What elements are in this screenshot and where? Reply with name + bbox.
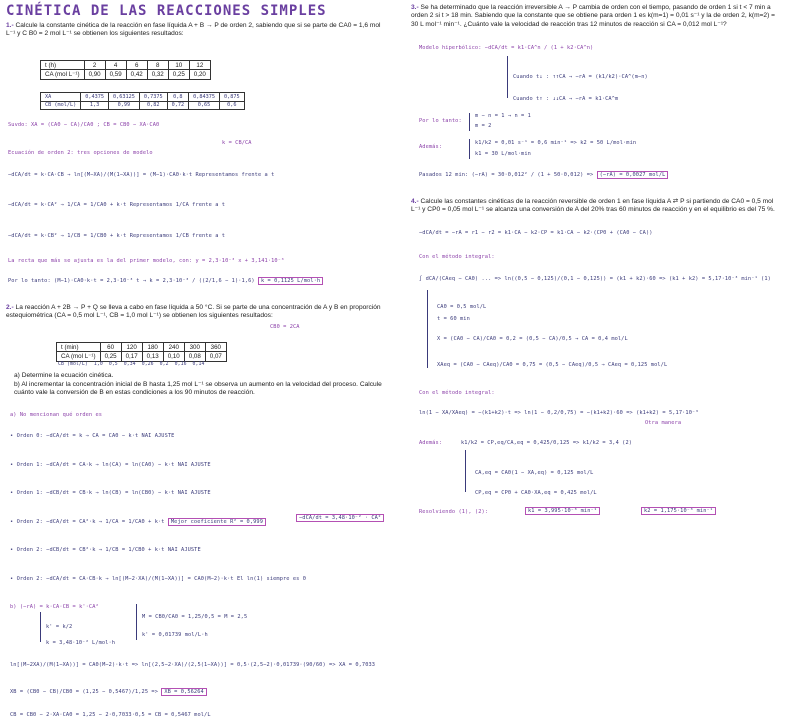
hw-xb [10,689,207,695]
table-cell: 2 [84,61,105,70]
hw-cb-row-value: 1,0 [93,362,103,367]
k1-result-box: k1 = 3,995·10⁻³ min⁻¹ [525,507,600,515]
problem-2-number: 2.- [6,304,14,311]
hw-2b-ln: ln[(M−2XA)/(M(1−XA))] = CA0(M−2)·k·t => ln[(2,5−2·XA)/(2,5(1−XA))] = 0,5·(2,5−2)·0,01739·(90/60) => XA = 0,7033 [10,662,376,668]
right-column [405,0,790,725]
hw-k-ratio: k1/k2 = 0,01 s⁻¹ = 0,6 min⁻¹ => k2 = 50 L/mol·min [475,140,637,146]
table-cell: 0,875 [219,93,244,102]
problem-4-number: 4.- [411,198,419,205]
table-header-time: t (min) [57,343,101,352]
problem-2-text: La reacción A + 2B → P + Q se lleva a cabo en fase líquida a 50 °C. Si se parte de una concentración de A y B en proporción estequiométrica (CA = 0,5 mol L⁻¹, CB = 1,0 mol L⁻¹) se obtienen los siguientes resultados: [6,304,381,320]
branch-line [465,450,466,492]
brace-line [469,139,470,159]
hw-p4-ratio: k1/k2 = CP,eq/CA,eq = 0,425/0,125 => k1/k2 = 3,4 (2) [461,440,633,446]
problem-1-text: Calcule la constante cinética de la reacción en fase líquida A + B → P de orden 2, sabiendo que si se parte de C [15,22,344,29]
table-cell: 10 [168,61,189,70]
hw-2b-k1: k' = k/2 [46,624,73,630]
hw-order-2c: • Orden 2: −dCA/dt = CA·CB·k → ln[(M−2·XA)/(M(1−XA))] = CA0(M−2)·k·t El ln(1) siempre es 0 [10,576,307,582]
problem-2-question-b: b) Al incrementar la concentración inicial de B hasta 1,25 mol L⁻¹ se observa un aumento en la velocidad del proceso. Calcule cuánto vale la conversión de B en estas condiciones a los 90 minutos de reacción. [14,381,382,397]
table-cell: 0,7375 [139,93,167,102]
hw-cb0-note: CB0 = 2CA [270,324,300,330]
branch-line [507,56,508,98]
hw-result-derivation [8,278,323,284]
hw-order-2a [10,519,266,525]
table-row [41,61,211,70]
hw-case-1: Cuando t↓ : ↑↑CA → −rA = (k1/k2)·CA^(m−n) [513,74,648,80]
problem-4-text: Calcule las constantes cinéticas de la reacción reversible de orden 1 en fase líquida A ⇄ P si partiendo de CA0 = 0,5 mol L⁻¹ y CP0 = 0,05 mol L⁻¹ se alcanza una conversión de A del 20% tras 60 minutos de reacción y en el equilibrio es del 75 %. [411,198,775,214]
problem-1-number: 1.- [6,22,14,29]
table-cell: 0,25 [100,352,121,361]
hw-cb-row-value: 0,14 [192,362,205,367]
table-cell: 180 [142,343,163,352]
table-header-cb: CB (mol/L) [41,101,81,110]
hw-p4-rate: −dCA/dt = −rA = r1 − r2 = k1·CA − k2·CP = k1·CA − k2·(CP0 + (CA0 − CA)) [419,230,653,236]
hw-p4-ca0: CA0 = 0,5 mol/L [437,304,487,310]
table-cell: 0,72 [167,101,189,110]
hw-order-2a-result-wrap [296,515,384,521]
hw-2b-k3: k = 3,48·10⁻² L/mol·h [46,640,116,646]
table-row [41,93,245,102]
problem-3-text: Se ha determinado que la reacción irreversible A → P cambia de orden con el tiempo, pasando de orden 1 si t < 7 min a orden 2 si t > 18 min. Sabiendo que la constante que se obtiene para orden 1 es k(m=1) = 0,01 s⁻¹ y la de orden 2, k(m=2) = 30 L mol⁻¹ min⁻¹. ¿Cuánto vale la velocidad de reacción tras 12 minutos de reacción si CA = 0,012 mol L⁻¹? [411,4,775,28]
problem-2-statement [6,304,386,321]
hw-supongo: Suvdo: XA = (CA0 − CA)/CA0 ; CB = CB0 − XA·CA0 [8,122,160,128]
brace-line [136,604,137,640]
hw-2b-m: M = CB0/CA0 = 1,25/0,5 = M = 2,5 [142,614,248,620]
hw-p4-t: t = 60 min [437,316,470,322]
table-row [41,101,245,110]
hw-por-lo-tanto: Por lo tanto: [419,118,462,124]
table-cell: 0,84375 [189,93,220,102]
arrow-line [40,612,41,642]
table-cell: 0,32 [147,70,168,79]
hw-2b-k2: k' = 0,01739 mol/L·h [142,632,208,638]
table-cell: 1,3 [81,101,109,110]
hw-order-2a-eq: • Orden 2: −dCA/dt = CA²·k → 1/CA = 1/CA0 + k·t [10,519,165,525]
problem-3-number: 3.- [411,4,419,11]
hw-pair-1: m − n = 1 → n = 1 [475,113,531,119]
hw-p4-xeq: XAeq = (CA0 − CAeq)/CA0 = 0,75 = (0,5 − CAeq)/0,5 → CAeq = 0,125 mol/L [437,362,668,368]
hw-result-lhs: Por lo tanto: (M−1)·CA0·k·t = 2,3·10⁻³ t → k = 2,3·10⁻³ / ((2/1,6 − 1)·1,6) [8,278,255,284]
table-cell: 8 [147,61,168,70]
hw-order-2b: • Orden 2: −dCB/dt = CB²·k → 1/CB = 1/CB0 + k·t NAI AJUSTE [10,547,201,553]
hw-cb-row-header: CB (mol/L) [58,362,88,367]
hw-p4-ademas: Además: [419,440,443,446]
table-cell: 60 [100,343,121,352]
hw-model-hyperbolic: Modelo hiperbólico: −dCA/dt = k1·CA^n / (1 + k2·CA^n) [419,45,594,51]
hw-p4-integral2-head: Con el método integral: [419,390,495,396]
hw-cb-row-value: 0,5 [108,362,118,367]
table-cell: 4 [105,61,126,70]
table-cell: 0,13 [142,352,163,361]
table-cell: 0,10 [163,352,184,361]
hw-p4-k1-wrap [525,508,600,514]
hw-cb-row-value: 0,26 [141,362,154,367]
table-cell: 0,07 [205,352,226,361]
problem-1-result-box: k = 0,1125 L/mol·h [258,277,323,285]
hw-order-1b: • Orden 1: −dCB/dt = CB·k → ln(CB) = ln(CB0) − k·t NAI AJUSTE [10,490,211,496]
hw-fit-note: La recta que más se ajusta es la del primer modelo, con: y = 2,3·10⁻³ x + 3,141·10⁻³ [8,258,285,264]
problem-1-text-2: A0 = 1,6 mol L⁻¹ y C B0 = 2 mol L⁻¹ se obtienen los siguientes resultados: [6,22,381,38]
table-header-time: t (h) [41,61,85,70]
hw-p3-final-eq: Pasados 12 min: (−rA) = 30·0,012² / (1 + 50·0,012) => [419,172,594,178]
table-cell: 0,17 [121,352,142,361]
table-cell: 0,65 [189,101,220,110]
table-cell: 0,8 [167,93,189,102]
table-header-concentration: CA (mol L⁻¹) [57,352,101,361]
hw-ademas-3: Además: [419,144,443,150]
table-cell: 0,20 [189,70,210,79]
hw-p4-k2-wrap [641,508,716,514]
table-cell: 0,82 [139,101,167,110]
hw-k-note: k = CB/CA [222,140,252,146]
brace-line [469,113,470,131]
hw-model-3: −dCA/dt = k·CB² → 1/CB = 1/CB0 + k·t Representamos 1/CB frente a t [8,233,226,239]
table-cell: 6 [126,61,147,70]
hw-p4-x: X = (CA0 − CA)/CA0 = 0,2 = (0,5 − CA)/0,5 → CA = 0,4 mol/L [437,336,628,342]
rate-law-box: −dCA/dt = 3,48·10⁻² · CA² [296,514,384,522]
table-row [41,70,211,79]
hw-cb-row-value: 0,2 [159,362,169,367]
table-cell: 0,99 [108,101,139,110]
table-row [57,343,227,352]
table-cell: 0,59 [105,70,126,79]
p3-result-box: (−rA) = 0,0027 mol/L [597,171,669,179]
hw-model-1: −dCA/dt = k·CA·CB → ln[(M−XA)/(M(1−XA))] = (M−1)·CA0·k·t Representamos frente a t [8,172,275,178]
table-cell: 300 [184,343,205,352]
table-cell: 360 [205,343,226,352]
problem-1-data-table [40,60,211,80]
hw-2b-head: b) (−rA) = k·CA·CB = k'·CA² [10,604,99,610]
hw-p4-cpeq: CP,eq = CP0 + CA0·XA,eq = 0,425 mol/L [475,490,597,496]
page-title: CINÉTICA DE LAS REACCIONES SIMPLES [6,3,327,19]
hw-model-2: −dCA/dt = k·CA² → 1/CA = 1/CA0 + k·t Representamos 1/CA frente a t [8,202,226,208]
hw-p4-caeq: CA,eq = CA0(1 − XA,eq) = 0,125 mol/L [475,470,594,476]
hw-xb-eq: XB = (CB0 − CB)/CB0 = (1,25 − 0,5467)/1,25 => [10,689,159,695]
hw-cb-row-value: 0,16 [174,362,187,367]
hw-k1-value: k1 = 30 L/mol·min [475,151,531,157]
hw-p4-resolviendo: Resolviendo (1), (2): [419,509,489,515]
table-cell: 0,4375 [81,93,109,102]
table-cell: 0,42 [126,70,147,79]
problem-2-data-table [56,342,227,362]
hw-case-2: Cuando t↑ : ↓↓CA → −rA = k1·CA^m [513,96,619,102]
hw-p4-integral: ∫ dCA/(CAeq − CA0) ... => ln((0,5 − 0,125)/(0,1 − 0,125)) = (k1 + k2)·60 => (k1 + k2) = 5,17·10⁻³ min⁻¹ (1) [419,276,771,282]
hw-p4-otra-manera: Otra manera [645,420,682,426]
table-cell: 0,08 [184,352,205,361]
problem-1-statement [6,22,381,39]
branch-line [427,290,428,368]
table-row [57,352,227,361]
hw-order-0: • Orden 0: −dCA/dt = k → CA = CA0 − k·t NAI AJUSTE [10,433,175,439]
table-cell: 12 [189,61,210,70]
table-cell: 0,25 [168,70,189,79]
hw-2a-head: a) No mencionan qué orden es [10,412,103,418]
hw-p4-integral2: ln(1 − XA/XAeq) = −(k1+k2)·t => ln(1 − 0,2/0,75) = −(k1+k2)·60 => (k1+k2) = 5,17·10⁻³ [419,410,699,416]
problem-4-statement [411,198,781,215]
problem-3-statement [411,4,781,29]
best-fit-box: Mejor coeficiente R² = 0,999 [168,518,266,526]
table-cell: 240 [163,343,184,352]
hw-p3-final [419,172,668,178]
problem-2-question-a: a) Determine la ecuación cinética. [14,372,114,379]
table-cell: 0,6 [219,101,244,110]
hw-order-title: Ecuación de orden 2: tres opciones de modelo [8,150,153,156]
table-header-concentration: CA (mol L⁻¹) [41,70,85,79]
hw-p4-integral-head: Con el método integral: [419,254,495,260]
hw-cb-final: CB = CB0 − 2·XA·CA0 = 1,25 − 2·0,7033·0,5 = CB = 0,5467 mol/L [10,712,211,718]
hw-pair-2: m = 2 [475,123,492,129]
table-header-conversion: XA [41,93,81,102]
hw-cb-row-value: 0,34 [123,362,136,367]
problem-1-handwritten-table [40,92,245,110]
table-cell: 120 [121,343,142,352]
table-cell: 0,63125 [108,93,139,102]
xb-result-box: XB = 0,56264 [161,688,206,696]
table-cell: 0,90 [84,70,105,79]
hw-order-1a: • Orden 1: −dCA/dt = CA·k → ln(CA) = ln(CA0) − k·t NAI AJUSTE [10,462,211,468]
hw-cb-row [58,362,205,368]
k2-result-box: k2 = 1,175·10⁻³ min⁻¹ [641,507,716,515]
